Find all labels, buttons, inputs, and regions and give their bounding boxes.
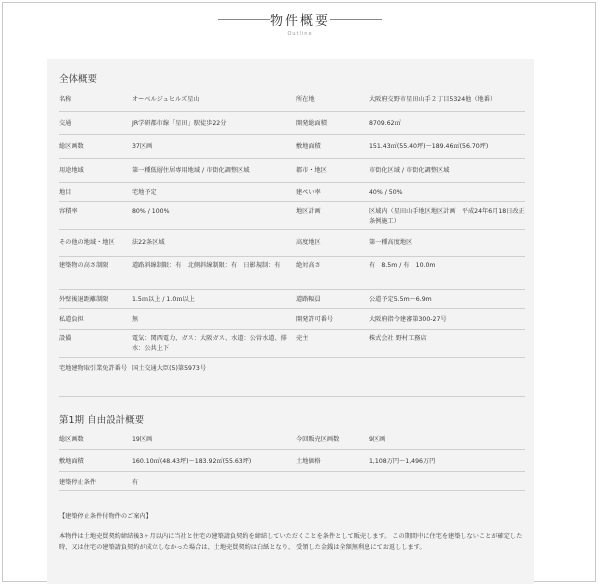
title-rule-right [330, 19, 382, 20]
title-rule-left [218, 19, 270, 20]
row-value: 第一種高度地区 [369, 239, 413, 246]
row-label: 地区計画 [296, 208, 321, 215]
row-label: 総区画数 [59, 143, 84, 150]
notice-heading: 【建築停止条件付物件のご案内】 [59, 513, 152, 520]
row-value: 無 [132, 316, 139, 323]
table-row [59, 358, 525, 397]
row-label: 総区画数 [59, 436, 84, 443]
table-row [59, 429, 525, 450]
row-value: 40% / 50% [369, 189, 403, 196]
row-value: 第一種低層住居専用地域 / 市街化調整区域 [132, 167, 250, 174]
row-value: 市街化区域 / 市街化調整区域 [369, 167, 450, 174]
row-label: 敷地面積 [296, 143, 321, 150]
row-label: 建ぺい率 [296, 189, 321, 196]
row-label: 絶対高さ [296, 262, 321, 269]
row-label: 容積率 [59, 208, 78, 215]
row-label: 今回販売区画数 [296, 436, 340, 443]
row-label: 宅地建物取引業免許番号 [59, 365, 128, 372]
page-header [0, 10, 600, 37]
row-value: 37区画 [132, 143, 153, 150]
row-label: 敷地面積 [59, 458, 84, 465]
row-label: 都市・地区 [296, 167, 327, 174]
table-row [59, 135, 525, 159]
table-row [59, 159, 525, 183]
row-label: 外壁後退距離制限 [59, 296, 109, 303]
row-value: 1.5ｍ以上 / 1.0ｍ以上 [132, 296, 195, 303]
row-value: 80% / 100% [132, 208, 170, 215]
notice-body: 本物件は土地売買契約締結後3ヶ月以内に当社と住宅の建築請負契約を締結していただくことを条件として販売します。 この期間中に住宅を建築しないことが確定した時、又は住宅の建築請負契約が成立しなかった場合は、土地売買契約は白紙となり、 受領した金銭は全額無利息にてお返しします。 [59, 533, 523, 551]
row-value: 151.43㎡(55.40坪)～189.46㎡(56.70坪) [369, 143, 489, 150]
table-row [59, 112, 525, 135]
row-value: 国土交通大臣(5)第5973号 [132, 365, 207, 372]
row-value: 株式会社 野村工務店 [369, 335, 427, 342]
row-label: 売主 [296, 335, 309, 342]
row-value: 160.10㎡(48.43坪)～183.92㎡(55.63坪) [132, 458, 252, 465]
row-value: 区域内（星田山手地区地区計画 平成24年6月18日改正条例施工） [369, 208, 525, 225]
row-value: 大阪府指令建審第300-27号 [369, 316, 447, 323]
row-value: 9区画 [369, 436, 386, 443]
row-value: 道路斜線制限：有 北側斜線制限：有 日影規制：有 [132, 262, 281, 269]
row-value: JR学研都市線「星田」駅徒歩22分 [132, 120, 227, 127]
row-label: 土地価格 [296, 458, 321, 465]
row-label: 建築停止条件 [59, 479, 97, 486]
row-value: 法22条区域 [132, 239, 165, 246]
row-value: 電気：関西電力、ガス：大阪ガス、水道：公営水道、排水：公共上下 [132, 335, 287, 352]
table-row [59, 450, 525, 472]
section-phase1-title: 第1期 自由設計概要 [59, 415, 145, 426]
row-label: 所在地 [296, 96, 315, 103]
row-label: 設備 [59, 335, 72, 342]
row-value: 有 [132, 479, 139, 486]
table-row [59, 202, 525, 230]
row-value: オーベルジュヒルズ星山 [132, 96, 200, 103]
row-value: 公道予定5.5m～6.9m [369, 296, 432, 303]
row-value: 19区画 [132, 436, 153, 443]
row-label: 私道負担 [59, 316, 84, 323]
row-value: 1,108万円～1,496万円 [369, 458, 436, 465]
row-label: 交通 [59, 120, 72, 127]
row-value: 大阪府交野市星田山手２丁目5324他（地番） [369, 96, 497, 103]
row-label: 用途地域 [59, 167, 84, 174]
row-value: 宅地予定 [132, 189, 157, 196]
row-value: 有 8.5m / 有 10.0m [369, 262, 436, 269]
table-row [59, 330, 525, 358]
row-label: その他の地域・地区 [59, 239, 115, 246]
table-row [59, 88, 525, 112]
row-value: 8709.62㎡ [369, 120, 401, 127]
table-row [59, 290, 525, 309]
table-row [59, 183, 525, 202]
row-label: 道路幅員 [296, 296, 321, 303]
page-subtitle: Outline [287, 31, 313, 37]
row-label: 開発許可番号 [296, 316, 334, 323]
section-overall-title: 全体概要 [59, 74, 98, 85]
row-label: 開発総面積 [296, 120, 327, 127]
table-row [59, 309, 525, 330]
row-label: 地目 [59, 189, 72, 196]
row-label: 高度地区 [296, 239, 321, 246]
page-title: 物件概要 [269, 14, 330, 29]
outline-panel [47, 59, 534, 584]
table-row [59, 257, 525, 290]
table-row [59, 230, 525, 257]
table-row [59, 472, 525, 491]
row-label: 名称 [59, 96, 72, 103]
row-label: 建築物の高さ制限 [59, 262, 109, 269]
